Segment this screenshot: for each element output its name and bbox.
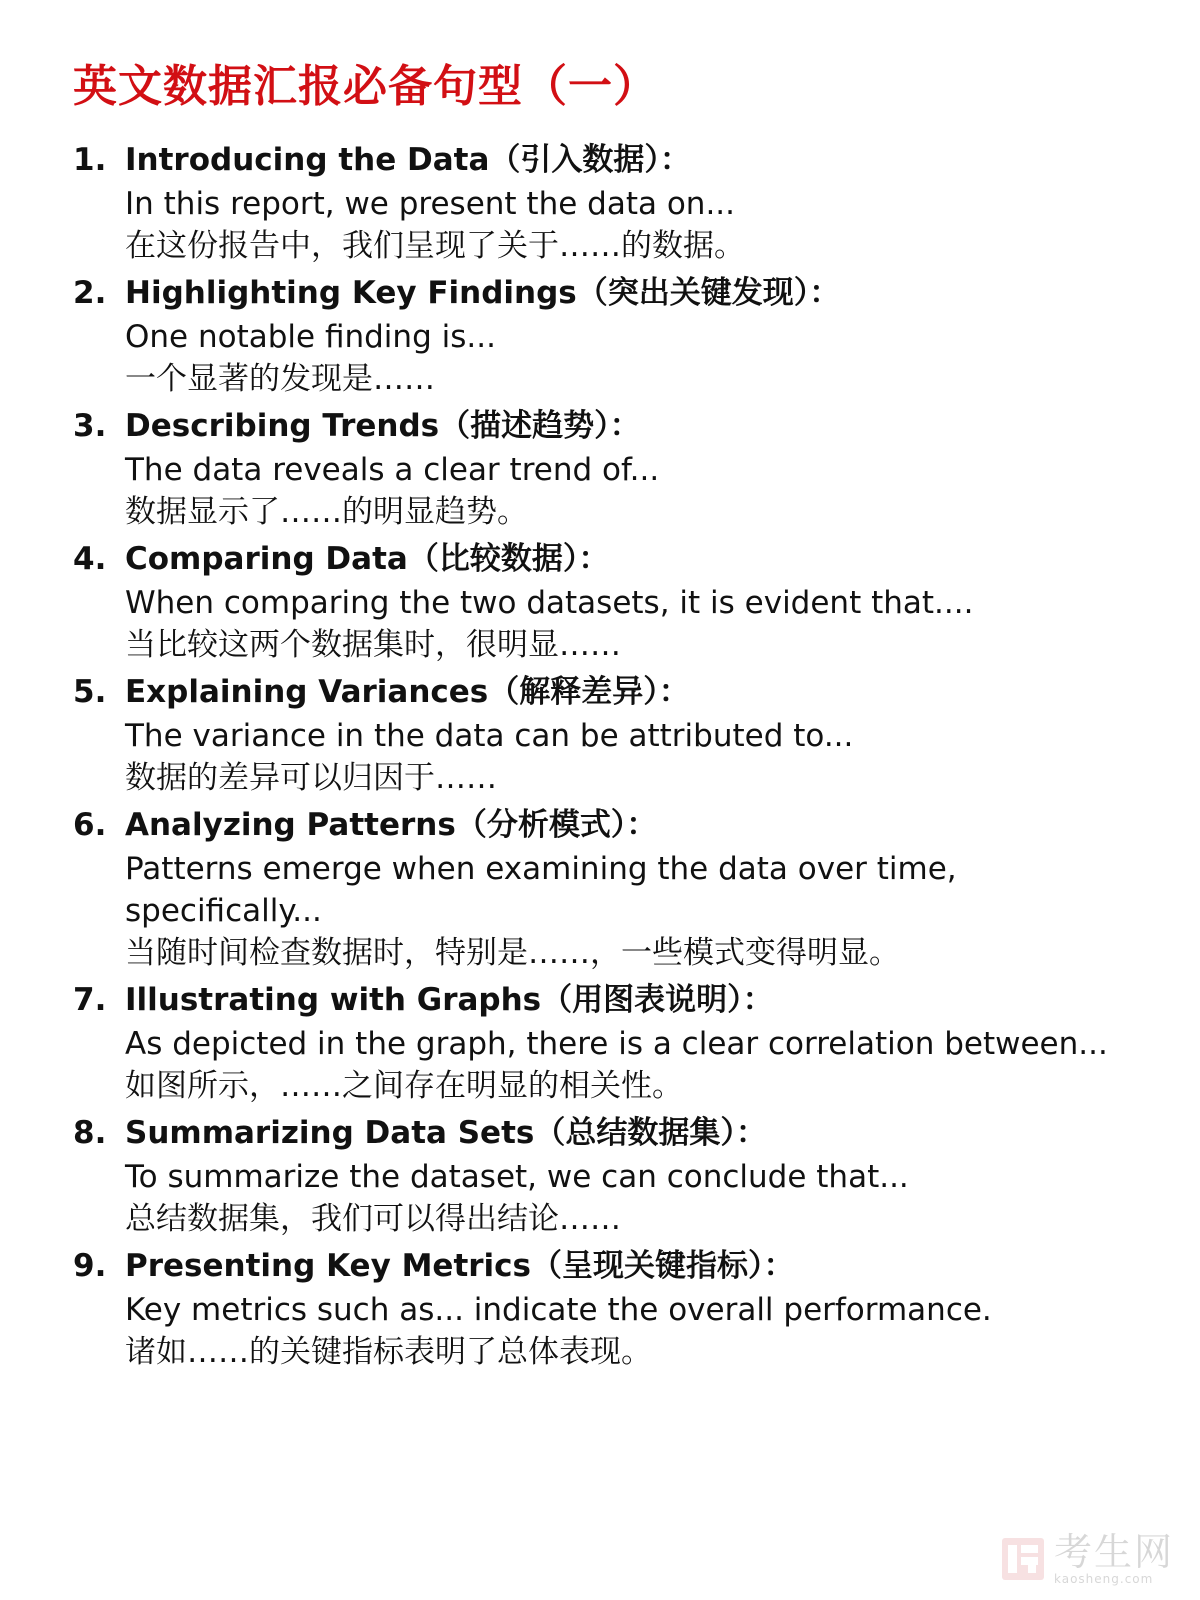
item-english-sentence: The variance in the data can be attributed to... bbox=[125, 718, 854, 754]
item-english-sentence: When comparing the two datasets, it is evident that.... bbox=[125, 585, 974, 621]
item-number: 2. bbox=[73, 275, 107, 311]
item-heading: Presenting Key Metrics（呈现关键指标）： bbox=[125, 1248, 795, 1284]
list-item bbox=[73, 669, 1133, 799]
item-number: 7. bbox=[73, 982, 107, 1018]
item-chinese-translation: 当比较这两个数据集时，很明显…… bbox=[125, 627, 621, 663]
item-english-sentence: In this report, we present the data on... bbox=[125, 186, 736, 222]
list-item bbox=[73, 977, 1133, 1107]
item-english-sentence: One notable finding is... bbox=[125, 319, 496, 355]
item-english-sentence: The data reveals a clear trend of... bbox=[125, 452, 660, 488]
list-item bbox=[73, 403, 1133, 533]
item-chinese-translation: 一个显著的发现是…… bbox=[125, 361, 435, 397]
item-number: 1. bbox=[73, 142, 107, 178]
item-number: 3. bbox=[73, 408, 107, 444]
list-item bbox=[73, 1243, 1133, 1373]
kaosheng-logo-icon bbox=[1000, 1536, 1046, 1582]
item-heading: Highlighting Key Findings（突出关键发现）： bbox=[125, 275, 841, 311]
item-english-sentence: As depicted in the graph, there is a clear correlation between... bbox=[125, 1026, 1108, 1062]
item-chinese-translation: 在这份报告中，我们呈现了关于……的数据。 bbox=[125, 228, 745, 264]
item-number: 6. bbox=[73, 807, 107, 843]
item-number: 9. bbox=[73, 1248, 107, 1284]
item-chinese-translation: 数据的差异可以归因于…… bbox=[125, 760, 497, 796]
phrase-list bbox=[73, 137, 1133, 1376]
item-heading: Summarizing Data Sets（总结数据集）： bbox=[125, 1115, 767, 1151]
item-chinese-translation: 如图所示，……之间存在明显的相关性。 bbox=[125, 1068, 683, 1104]
list-item bbox=[73, 536, 1133, 666]
item-heading: Comparing Data（比较数据）： bbox=[125, 541, 610, 577]
item-english-sentence: Key metrics such as... indicate the overall performance. bbox=[125, 1292, 992, 1328]
item-english-sentence: Patterns emerge when examining the data over time, specifically... bbox=[125, 851, 957, 929]
item-heading: Illustrating with Graphs（用图表说明）： bbox=[125, 982, 774, 1018]
item-number: 5. bbox=[73, 674, 107, 710]
watermark bbox=[1000, 1532, 1174, 1586]
watermark-name: 考生网 bbox=[1053, 1530, 1174, 1574]
item-english-sentence: To summarize the dataset, we can conclude that... bbox=[125, 1159, 909, 1195]
list-item bbox=[73, 137, 1133, 267]
item-heading: Explaining Variances（解释差异）： bbox=[125, 674, 690, 710]
item-chinese-translation: 总结数据集，我们可以得出结论…… bbox=[125, 1201, 621, 1237]
item-number: 8. bbox=[73, 1115, 107, 1151]
item-heading: Describing Trends（描述趋势）： bbox=[125, 408, 641, 444]
list-item bbox=[73, 802, 1133, 974]
list-item bbox=[73, 270, 1133, 400]
page-title: 英文数据汇报必备句型（一） bbox=[73, 61, 658, 112]
item-heading: Analyzing Patterns（分析模式）： bbox=[125, 807, 658, 843]
item-chinese-translation: 诸如……的关键指标表明了总体表现。 bbox=[125, 1334, 652, 1370]
list-item bbox=[73, 1110, 1133, 1240]
item-chinese-translation: 当随时间检查数据时，特别是……，一些模式变得明显。 bbox=[125, 935, 900, 971]
watermark-url: kaosheng.com bbox=[1053, 1572, 1154, 1586]
item-chinese-translation: 数据显示了……的明显趋势。 bbox=[125, 494, 528, 530]
item-heading: Introducing the Data（引入数据）： bbox=[125, 142, 691, 178]
item-number: 4. bbox=[73, 541, 107, 577]
